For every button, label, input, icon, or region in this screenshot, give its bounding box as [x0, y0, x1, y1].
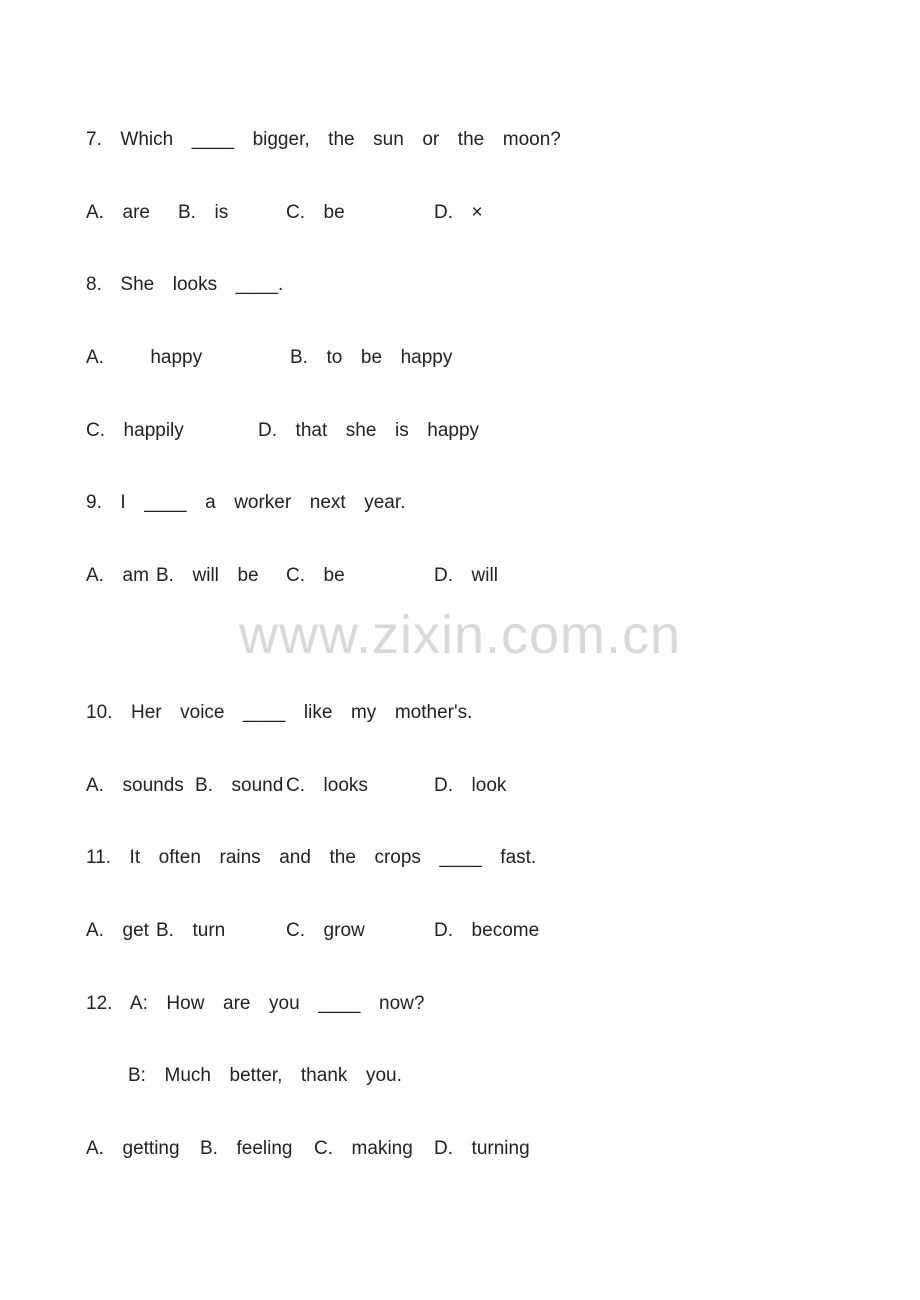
q8-option-b: B. to be happy: [290, 347, 453, 368]
q11-option-d: D. become: [434, 920, 540, 941]
q9-option-b: B. will be: [156, 565, 259, 586]
q9-option-d: D. will: [434, 565, 498, 586]
q12-option-b: B. feeling: [200, 1138, 293, 1159]
q10-option-a: A. sounds: [86, 775, 184, 796]
q12-option-a: A. getting: [86, 1138, 180, 1159]
q11-option-c: C. grow: [286, 920, 365, 941]
q8-option-c: C. happily: [86, 420, 184, 441]
q11-option-a: A. get: [86, 920, 149, 941]
q9-option-c: C. be: [286, 565, 345, 586]
q9-option-a: A. am: [86, 565, 149, 586]
q10-option-b: B. sound: [195, 775, 284, 796]
q7-option-d: D. ×: [434, 202, 483, 223]
question-12: 12. A: How are you ____ now?: [86, 993, 425, 1014]
q11-option-b: B. turn: [156, 920, 226, 941]
q12-option-d: D. turning: [434, 1138, 530, 1159]
q7-option-c: C. be: [286, 202, 345, 223]
question-8: 8. She looks ____.: [86, 274, 284, 295]
q8-option-a: A. happy: [86, 347, 203, 368]
question-7: 7. Which ____ bigger, the sun or the moon?: [86, 129, 561, 150]
question-11: 11. It often rains and the crops ____ fast.: [86, 847, 537, 868]
q10-option-c: C. looks: [286, 775, 368, 796]
q7-option-b: B. is: [178, 202, 229, 223]
question-9: 9. I ____ a worker next year.: [86, 492, 406, 513]
q12-option-c: C. making: [314, 1138, 413, 1159]
q8-option-d: D. that she is happy: [258, 420, 480, 441]
watermark: www.zixin.com.cn: [238, 605, 682, 665]
question-12-reply: B: Much better, thank you.: [128, 1065, 402, 1086]
q10-option-d: D. look: [434, 775, 507, 796]
question-10: 10. Her voice ____ like my mother's.: [86, 702, 473, 723]
q7-option-a: A. are: [86, 202, 150, 223]
